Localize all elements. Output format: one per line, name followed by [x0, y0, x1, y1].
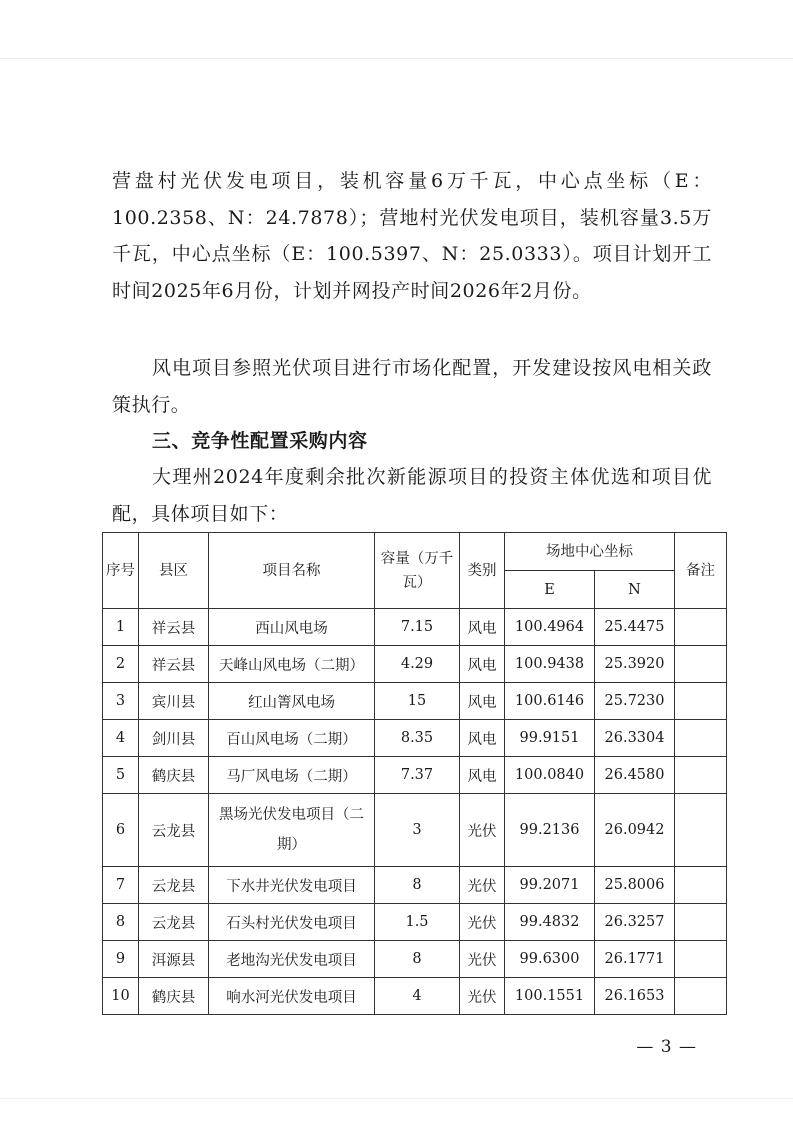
header-county: 县区: [139, 533, 209, 609]
cell-capacity: 4.29: [375, 646, 460, 683]
cell-county: 剑川县: [139, 720, 209, 757]
page-number: — 3 —: [636, 1037, 697, 1057]
header-n: N: [595, 571, 675, 609]
cell-capacity: 8.35: [375, 720, 460, 757]
cell-n: 26.3304: [595, 720, 675, 757]
paragraph-table-intro: 大理州2024年度剩余批次新能源项目的投资主体优选和项目优配，具体项目如下：: [112, 466, 712, 525]
cell-e: 100.6146: [505, 683, 595, 720]
cell-n: 25.8006: [595, 867, 675, 904]
cell-type: 风电: [460, 720, 505, 757]
paragraph-wind-projects: 风电项目参照光伏项目进行市场化配置，开发建设按风电相关政策执行。: [112, 357, 712, 416]
cell-e: 100.4964: [505, 609, 595, 646]
header-e: E: [505, 571, 595, 609]
cell-type: 风电: [460, 609, 505, 646]
cell-county: 祥云县: [139, 609, 209, 646]
cell-capacity: 4: [375, 978, 460, 1015]
cell-type: 光伏: [460, 904, 505, 941]
cell-type: 风电: [460, 683, 505, 720]
cell-e: 99.2136: [505, 794, 595, 867]
cell-name: 响水河光伏发电项目: [209, 978, 375, 1015]
cell-remark: [675, 867, 727, 904]
cell-seq: 6: [103, 794, 139, 867]
cell-remark: [675, 904, 727, 941]
cell-name: 下水井光伏发电项目: [209, 867, 375, 904]
table-row: [103, 720, 727, 757]
cell-n: 26.4580: [595, 757, 675, 794]
cell-n: 25.3920: [595, 646, 675, 683]
cell-seq: 3: [103, 683, 139, 720]
cell-county: 鹤庆县: [139, 757, 209, 794]
cell-type: 光伏: [460, 867, 505, 904]
cell-seq: 1: [103, 609, 139, 646]
cell-type: 风电: [460, 646, 505, 683]
cell-remark: [675, 941, 727, 978]
header-coord: 场地中心坐标: [505, 533, 675, 571]
cell-e: 99.4832: [505, 904, 595, 941]
cell-remark: [675, 683, 727, 720]
cell-e: 99.9151: [505, 720, 595, 757]
cell-county: 洱源县: [139, 941, 209, 978]
cell-capacity: 7.15: [375, 609, 460, 646]
cell-county: 云龙县: [139, 904, 209, 941]
cell-name: 西山风电场: [209, 609, 375, 646]
cell-n: 26.3257: [595, 904, 675, 941]
cell-capacity: 15: [375, 683, 460, 720]
header-name: 项目名称: [209, 533, 375, 609]
table-row: [103, 978, 727, 1015]
cell-n: 26.1653: [595, 978, 675, 1015]
cell-type: 光伏: [460, 978, 505, 1015]
cell-seq: 8: [103, 904, 139, 941]
cell-type: 光伏: [460, 941, 505, 978]
cell-n: 25.7230: [595, 683, 675, 720]
cell-seq: 10: [103, 978, 139, 1015]
cell-county: 祥云县: [139, 646, 209, 683]
cell-seq: 5: [103, 757, 139, 794]
cell-capacity: 8: [375, 941, 460, 978]
table-row: [103, 646, 727, 683]
cell-name: 天峰山风电场（二期）: [209, 646, 375, 683]
header-seq: 序号: [103, 533, 139, 609]
cell-seq: 4: [103, 720, 139, 757]
cell-county: 宾川县: [139, 683, 209, 720]
cell-e: 100.0840: [505, 757, 595, 794]
cell-e: 99.6300: [505, 941, 595, 978]
cell-remark: [675, 609, 727, 646]
cell-seq: 2: [103, 646, 139, 683]
header-capacity: 容量（万千瓦）: [375, 533, 460, 609]
cell-seq: 7: [103, 867, 139, 904]
cell-n: 25.4475: [595, 609, 675, 646]
table-row: [103, 609, 727, 646]
table-row: [103, 683, 727, 720]
cell-n: 26.0942: [595, 794, 675, 867]
cell-e: 100.9438: [505, 646, 595, 683]
cell-seq: 9: [103, 941, 139, 978]
cell-name: 马厂风电场（二期）: [209, 757, 375, 794]
cell-name: 红山箐风电场: [209, 683, 375, 720]
cell-n: 26.1771: [595, 941, 675, 978]
table-row: [103, 904, 727, 941]
table-row: [103, 757, 727, 794]
table-row: [103, 794, 727, 867]
cell-name: 石头村光伏发电项目: [209, 904, 375, 941]
table-row: [103, 867, 727, 904]
table-row: [103, 941, 727, 978]
cell-county: 鹤庆县: [139, 978, 209, 1015]
bottom-rule: [0, 1098, 793, 1099]
cell-e: 100.1551: [505, 978, 595, 1015]
cell-type: 风电: [460, 757, 505, 794]
paragraph-solar-projects: 营盘村光伏发电项目，装机容量6万千瓦，中心点坐标（E：100.2358、N：24.7878）；营地村光伏发电项目，装机容量3.5万千瓦，中心点坐标（E：100.5397、N：25.0333）。项目计划开工时间2025年6月份，计划并网投产时间2026年2月份。: [112, 170, 712, 302]
section-heading: 三、竞争性配置采购内容: [152, 430, 368, 452]
cell-county: 云龙县: [139, 794, 209, 867]
top-rule: [0, 58, 793, 59]
cell-remark: [675, 646, 727, 683]
cell-capacity: 8: [375, 867, 460, 904]
cell-remark: [675, 757, 727, 794]
cell-name: 百山风电场（二期）: [209, 720, 375, 757]
project-table: [102, 532, 727, 1015]
cell-capacity: 1.5: [375, 904, 460, 941]
cell-e: 99.2071: [505, 867, 595, 904]
cell-name: 老地沟光伏发电项目: [209, 941, 375, 978]
cell-capacity: 7.37: [375, 757, 460, 794]
cell-name: 黑场光伏发电项目（二期）: [209, 794, 375, 867]
cell-type: 光伏: [460, 794, 505, 867]
cell-remark: [675, 720, 727, 757]
cell-remark: [675, 978, 727, 1015]
cell-capacity: 3: [375, 794, 460, 867]
cell-remark: [675, 794, 727, 867]
header-remark: 备注: [675, 533, 727, 609]
header-type: 类别: [460, 533, 505, 609]
cell-county: 云龙县: [139, 867, 209, 904]
